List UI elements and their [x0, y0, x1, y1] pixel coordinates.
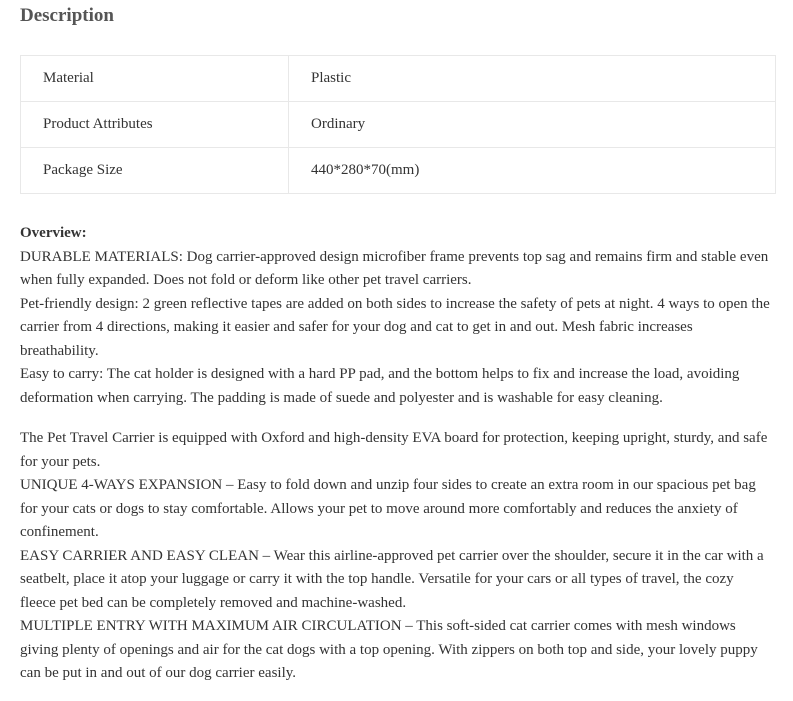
table-row — [21, 148, 776, 194]
overview-heading: Overview: — [20, 225, 87, 241]
attribute-value: 440*280*70(mm) — [289, 148, 776, 194]
description-paragraph: The Pet Travel Carrier is equipped with Oxford and high-density EVA board for protection, keeping upright, sturdy, and safe for your pets. — [20, 430, 768, 470]
description-body — [20, 222, 773, 686]
table-row — [21, 56, 776, 102]
description-paragraph: EASY CARRIER AND EASY CLEAN – Wear this airline-approved pet carrier over the shoulder, secure it in the car with a seatbelt, place it atop your luggage or carry it with the top handle. Versatile for your cars or all types of travel, the cozy fleece pet bed can be completely removed and machine-washed. — [20, 547, 764, 611]
attribute-key: Material — [21, 56, 289, 102]
attribute-value: Plastic — [289, 56, 776, 102]
description-paragraph: Easy to carry: The cat holder is designed with a hard PP pad, and the bottom helps to fix and increase the load, avoiding deformation when carrying. The padding is made of suede and polyester and is washable for easy cleaning. — [20, 366, 740, 406]
description-paragraph: MULTIPLE ENTRY WITH MAXIMUM AIR CIRCULATION – This soft-sided cat carrier comes with mesh windows giving plenty of openings and air for the cat dogs with a top opening. With zippers on both top and side, your lovely puppy can be put in and out of our dog carrier easily. — [20, 618, 758, 681]
attribute-value: Ordinary — [289, 102, 776, 148]
description-paragraph: UNIQUE 4-WAYS EXPANSION – Easy to fold down and unzip four sides to create an extra room in our spacious pet bag for your cats or dogs to stay comfortable. Allows your pet to move around more comfortably and reduces the anxiety of confinement. — [20, 477, 756, 540]
attribute-key: Package Size — [21, 148, 289, 194]
attributes-table — [20, 55, 776, 194]
description-paragraph: Pet-friendly design: 2 green reflective tapes are added on both sides to increase the safety of pets at night. 4 ways to open the carrier from 4 directions, making it easier and safer for your dog and cat to get in and out. Mesh fabric increases breathability. — [20, 295, 770, 359]
paragraph-spacer — [20, 410, 773, 427]
section-title: Description — [20, 5, 114, 26]
description-paragraph: DURABLE MATERIALS: Dog carrier-approved design microfiber frame prevents top sag and remains firm and stable even when fully expanded. Does not fold or deform like other pet travel carriers. — [20, 248, 769, 288]
table-row — [21, 102, 776, 148]
attribute-key: Product Attributes — [21, 102, 289, 148]
